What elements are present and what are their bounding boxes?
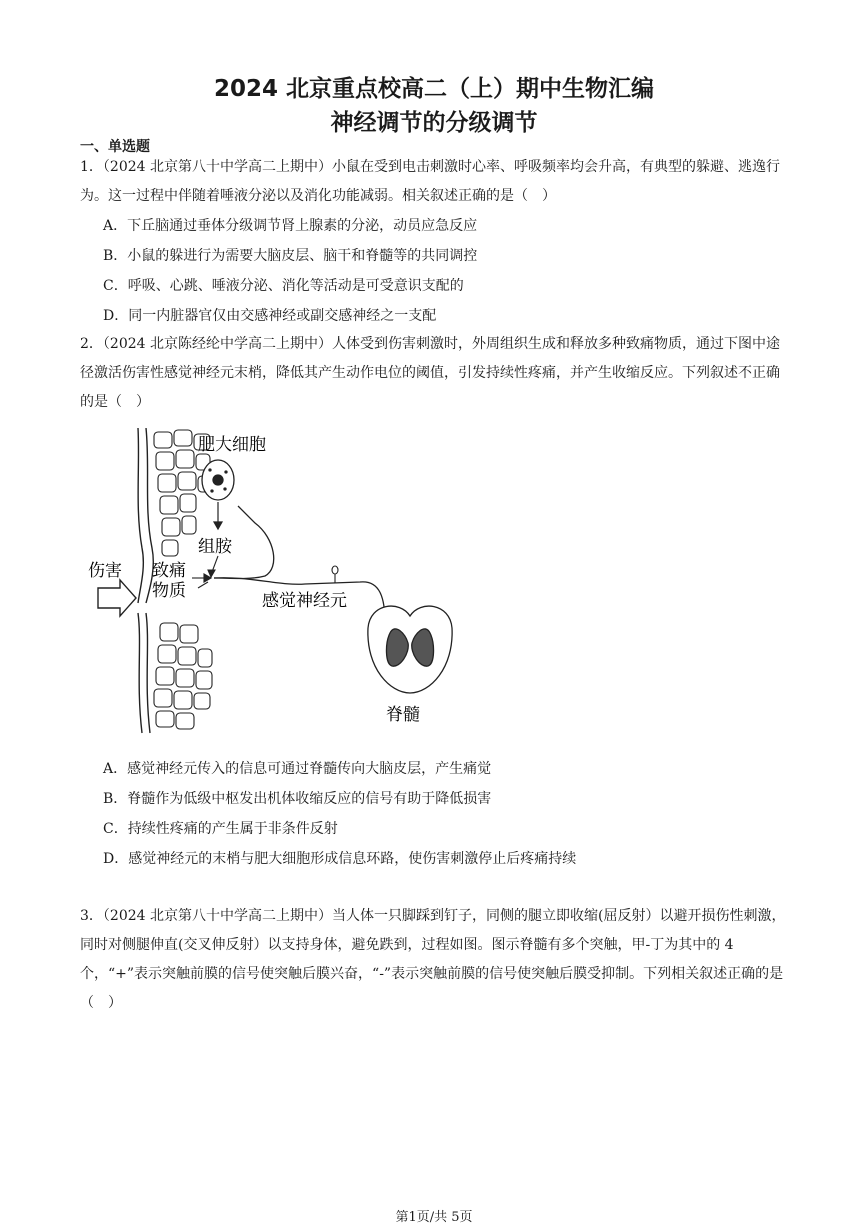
label-spinal-cord: 脊髓 [386, 705, 420, 725]
page-subtitle: 神经调节的分级调节 [330, 110, 538, 136]
label-injury: 伤害 [88, 561, 122, 581]
label-histamine: 组胺 [198, 537, 232, 557]
question-1-option-a[interactable]: A．下丘脑通过垂体分级调节肾上腺素的分泌，动员应急反应 [103, 218, 478, 234]
page-title: 2024 北京重点校高二（上）期中生物汇编 [213, 76, 655, 102]
lower-tissue-cells [154, 623, 212, 729]
question-2-option-c[interactable]: C．持续性疼痛的产生属于非条件反射 [103, 821, 338, 837]
neuron-soma-marker [332, 566, 338, 583]
label-sensory-neuron: 感觉神经元 [262, 591, 347, 611]
question-3-stem: 3．（2024 北京第八十中学高二上期中）当人体一只脚踩到钉子，同侧的腿立即收缩(屈反射）以避开损伤性刺激，同时对侧腿伸直(交叉伸反射）以支持身体，避免跌到，过程如图。图示脊髓有多个突触，甲-丁为其中的 4 个，“+”表示突触前膜的信号使突触后膜兴奋，“-”表示突触前膜的信号使突触后膜受抑制。下列相关叙述正确的是（ ） [80, 908, 786, 1011]
question-2-option-d[interactable]: D．感觉神经元的末梢与肥大细胞形成信息环路，使伤害刺激停止后疼痛持续 [103, 851, 577, 867]
question-1-stem: 1．（2024 北京第八十中学高二上期中）小鼠在受到电击刺激时心率、呼吸频率均会升高，有典型的躲避、逃逸行为。这一过程中伴随着唾液分泌以及消化功能减弱。相关叙述正确的是（ ） [80, 159, 780, 204]
label-pain-substance-1: 致痛 [152, 561, 186, 581]
section-label: 一、单选题 [80, 139, 150, 155]
mast-cell [202, 460, 234, 500]
arrows-to-nerve-ending [192, 556, 218, 588]
question-2-option-b[interactable]: B．脊髓作为低级中枢发出机体收缩反应的信号有助于降低损害 [103, 791, 492, 807]
question-1-option-d[interactable]: D．同一内脏器官仅由交感神经或副交感神经之一支配 [103, 308, 437, 324]
page-footer: 第1页/共 5页 [395, 1210, 473, 1225]
label-pain-substance-2: 物质 [152, 581, 186, 601]
label-mast-cell: 肥大细胞 [198, 435, 266, 455]
question-2-stem: 2．（2024 北京陈经纶中学高二上期中）人体受到伤害刺激时，外周组织生成和释放多种致痛物质，通过下图中途径激活伤害性感觉神经元末梢，降低其产生动作电位的阈值，引发持续性疼痛，并产生收缩反应。下列叙述不正确的是（ ） [80, 336, 780, 410]
injury-arrow [98, 580, 136, 616]
question-2-option-a[interactable]: A．感觉神经元传入的信息可通过脊髓传向大脑皮层，产生痛觉 [103, 761, 492, 777]
spinal-cord [368, 606, 452, 693]
arrow-mast-to-histamine [214, 502, 222, 529]
pain-pathway-figure [80, 428, 460, 738]
question-1-option-b[interactable]: B．小鼠的躲进行为需要大脑皮层、脑干和脊髓等的共同调控 [103, 248, 478, 264]
question-1-option-c[interactable]: C．呼吸、心跳、唾液分泌、消化等活动是可受意识支配的 [103, 278, 464, 294]
